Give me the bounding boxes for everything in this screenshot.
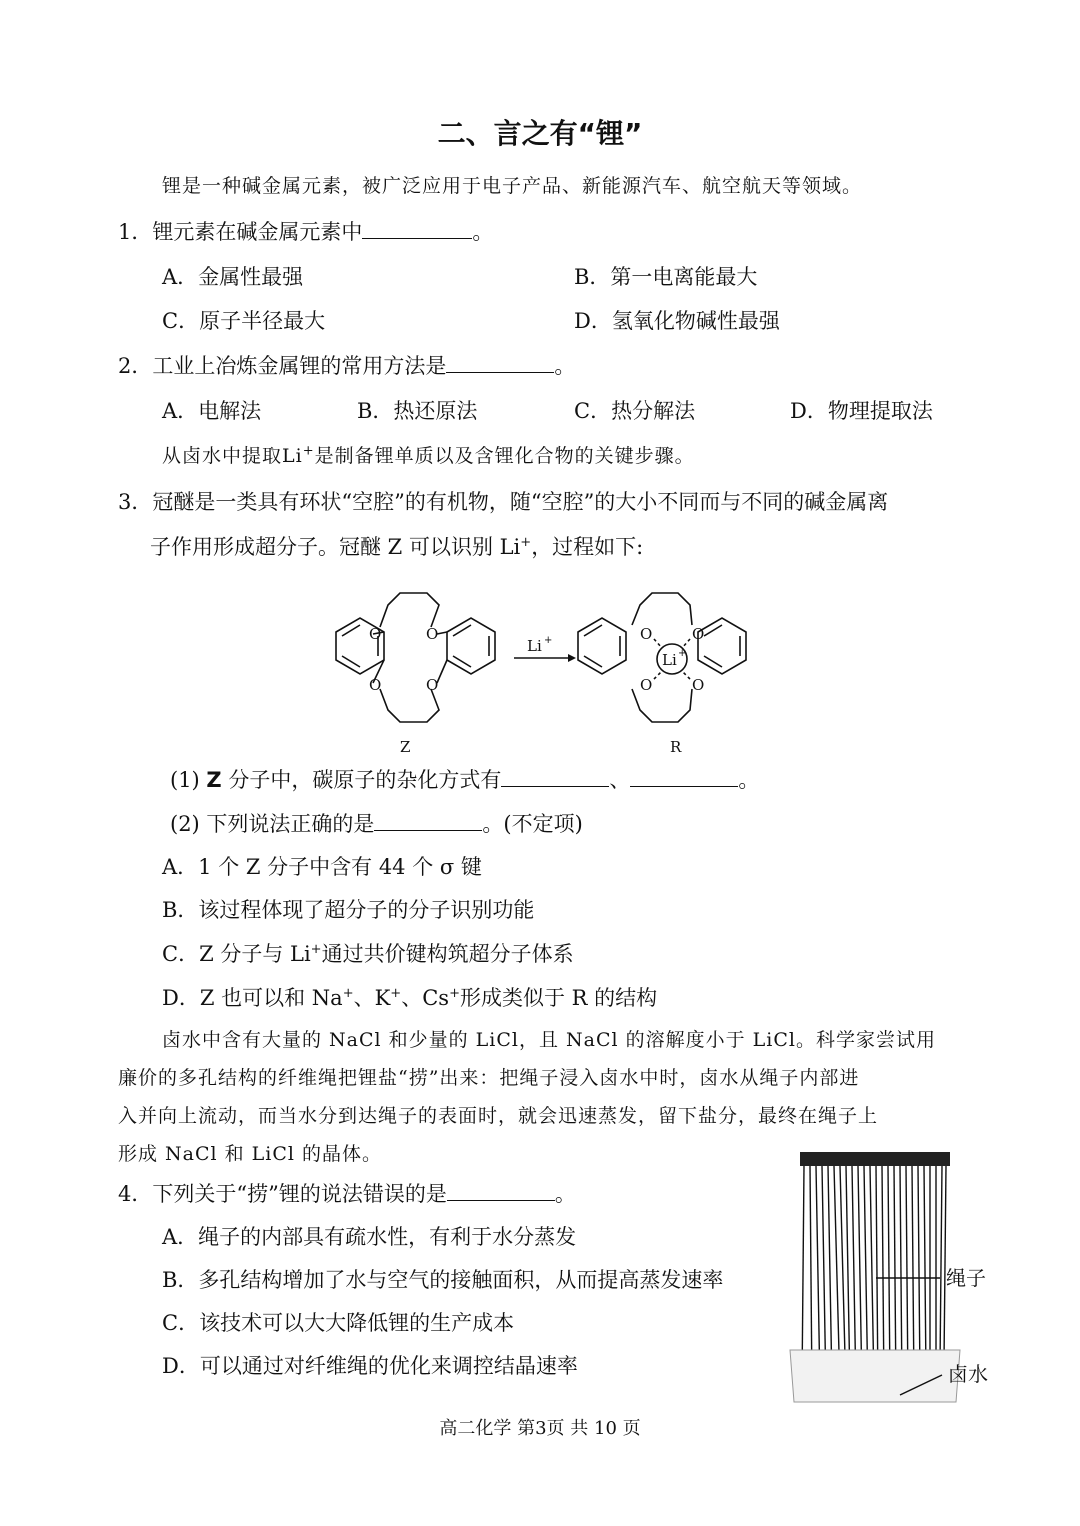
q2-option-a[interactable]: A．电解法 [162, 399, 262, 423]
oxygen-atom: O [640, 625, 653, 643]
intro2-text: 从卤水中提取Li [162, 445, 303, 467]
superscript: + [342, 986, 354, 1001]
q3-option-d-end: 形成类似于 R 的结构 [459, 986, 658, 1010]
question-2-end: 。 [554, 354, 576, 378]
q2-option-b[interactable]: B．热还原法 [357, 399, 478, 423]
q3-option-b[interactable]: B．该过程体现了超分子的分子识别功能 [162, 898, 535, 922]
q1-option-c[interactable]: C．原子半径最大 [162, 309, 326, 333]
question-3-line-2 [150, 533, 643, 561]
question-1-end: 。 [472, 220, 494, 244]
q1-option-d[interactable]: D．氢氧化物碱性最强 [574, 309, 780, 333]
oxygen-atom: O [692, 625, 705, 643]
superscript: + [310, 942, 322, 957]
label-z: Z [400, 738, 411, 756]
q3-option-d[interactable] [162, 984, 657, 1012]
molecule-z [336, 593, 495, 722]
q1-option-a[interactable]: A．金属性最强 [162, 265, 304, 289]
q3-option-d-text: 、K [353, 986, 391, 1010]
answer-blank-hybrid-1[interactable] [501, 766, 609, 787]
superscript: + [449, 986, 460, 1001]
intro3-line-3: 入并向上流动，而当水分到达绳子的表面时，就会迅速蒸发，留下盐分，最终在绳子上 [118, 1105, 879, 1127]
q3-sub1-text: 分子中，碳原子的杂化方式有 [221, 768, 502, 792]
oxygen-atom: O [426, 625, 439, 643]
q3-option-c[interactable] [162, 940, 574, 968]
intro-paragraph-1: 锂是一种碱金属元素，被广泛应用于电子产品、新能源汽车、航空航天等领域。 [162, 175, 863, 197]
answer-blank-q4[interactable] [447, 1180, 555, 1201]
question-3-part-2 [170, 810, 583, 838]
oxygen-atom: O [426, 676, 439, 694]
q3-sub1-end: 。 [738, 768, 760, 792]
center-ion-sup: + [678, 648, 687, 659]
answer-blank-q1[interactable] [362, 218, 472, 239]
q4-option-b[interactable]: B．多孔结构增加了水与空气的接触面积，从而提高蒸发速率 [162, 1268, 724, 1292]
intro3-line-2: 廉价的多孔结构的纤维绳把锂盐“捞”出来：把绳子浸入卤水中时，卤水从绳子内部进 [118, 1067, 860, 1089]
question-4-stem [118, 1180, 576, 1208]
q3-sub2-text: (2) 下列说法正确的是 [170, 812, 375, 836]
oxygen-atom: O [369, 625, 382, 643]
q3-line2-end: ，过程如下: [531, 535, 644, 559]
q3-sub1-sep: 、 [609, 768, 631, 792]
oxygen-atom: O [369, 676, 382, 694]
center-ion: Li [662, 651, 677, 669]
rope-label: 绳子 [946, 1266, 986, 1290]
superscript: + [390, 986, 402, 1001]
q3-line2-text: 子作用形成超分子。冠醚 Z 可以识别 Li [150, 535, 521, 559]
intro2-text-end: 是制备锂单质以及含锂化合物的关键步骤。 [314, 445, 695, 467]
q3-option-a[interactable]: A．1 个 Z 分子中含有 44 个 σ 键 [162, 855, 482, 879]
superscript: + [520, 535, 532, 550]
q4-option-d[interactable]: D．可以通过对纤维绳的优化来调控结晶速率 [162, 1354, 578, 1378]
q1-option-b[interactable]: B．第一电离能最大 [574, 265, 758, 289]
answer-blank-hybrid-2[interactable] [630, 766, 738, 787]
question-2-text: 2．工业上冶炼金属锂的常用方法是 [118, 354, 447, 378]
question-4-end: 。 [554, 1182, 576, 1206]
label-r: R [670, 738, 682, 756]
q3-option-c-text: C．Z 分子与 Li [162, 942, 311, 966]
arrow-label: Li [527, 637, 542, 655]
question-3-line-1: 3．冠醚是一类具有环状“空腔”的有机物，随“空腔”的大小不同而与不同的碱金属离 [118, 490, 889, 514]
answer-blank-q2[interactable] [446, 352, 554, 373]
brine-container [790, 1350, 960, 1402]
arrow-label-sup: + [544, 635, 553, 646]
oxygen-atom: O [692, 676, 705, 694]
answer-blank-q3-2[interactable] [374, 810, 482, 831]
superscript: + [302, 443, 315, 459]
q4-option-c[interactable]: C．该技术可以大大降低锂的生产成本 [162, 1311, 515, 1335]
q4-option-a[interactable]: A．绳子的内部具有疏水性，有利于水分蒸发 [162, 1225, 577, 1249]
q3-sub1-number: (1) [170, 768, 207, 792]
q3-sub2-end: 。(不定项) [482, 812, 583, 836]
arrow-head [568, 654, 576, 662]
page-footer: 高二化学 第3页 共 10 页 [439, 1418, 641, 1439]
q3-sub1-z: Z [206, 768, 222, 792]
rope-frame [800, 1152, 950, 1166]
question-1-stem [118, 218, 493, 246]
section-title: 二、言之有“锂” [437, 117, 643, 150]
brine-label: 卤水 [948, 1362, 988, 1386]
question-2-stem [118, 352, 575, 380]
q3-option-c-end: 通过共价键构筑超分子体系 [321, 942, 574, 966]
question-1-text: 1．锂元素在碱金属元素中 [118, 220, 363, 244]
q3-option-d-text: 、Cs [401, 986, 450, 1010]
q2-option-c[interactable]: C．热分解法 [574, 399, 696, 423]
intro-paragraph-2 [162, 442, 695, 470]
q2-option-d[interactable]: D．物理提取法 [790, 399, 933, 423]
crown-ether-figure [300, 585, 780, 760]
question-4-text: 4．下列关于“捞”锂的说法错误的是 [118, 1182, 447, 1206]
question-3-part-1 [170, 766, 759, 794]
intro3-line-4: 形成 NaCl 和 LiCl 的晶体。 [118, 1143, 383, 1165]
oxygen-atom: O [640, 676, 653, 694]
intro3-line-1: 卤水中含有大量的 NaCl 和少量的 LiCl，且 NaCl 的溶解度小于 LiCl。科学家尝试用 [162, 1029, 936, 1051]
q3-option-d-text: D．Z 也可以和 Na [162, 986, 343, 1010]
